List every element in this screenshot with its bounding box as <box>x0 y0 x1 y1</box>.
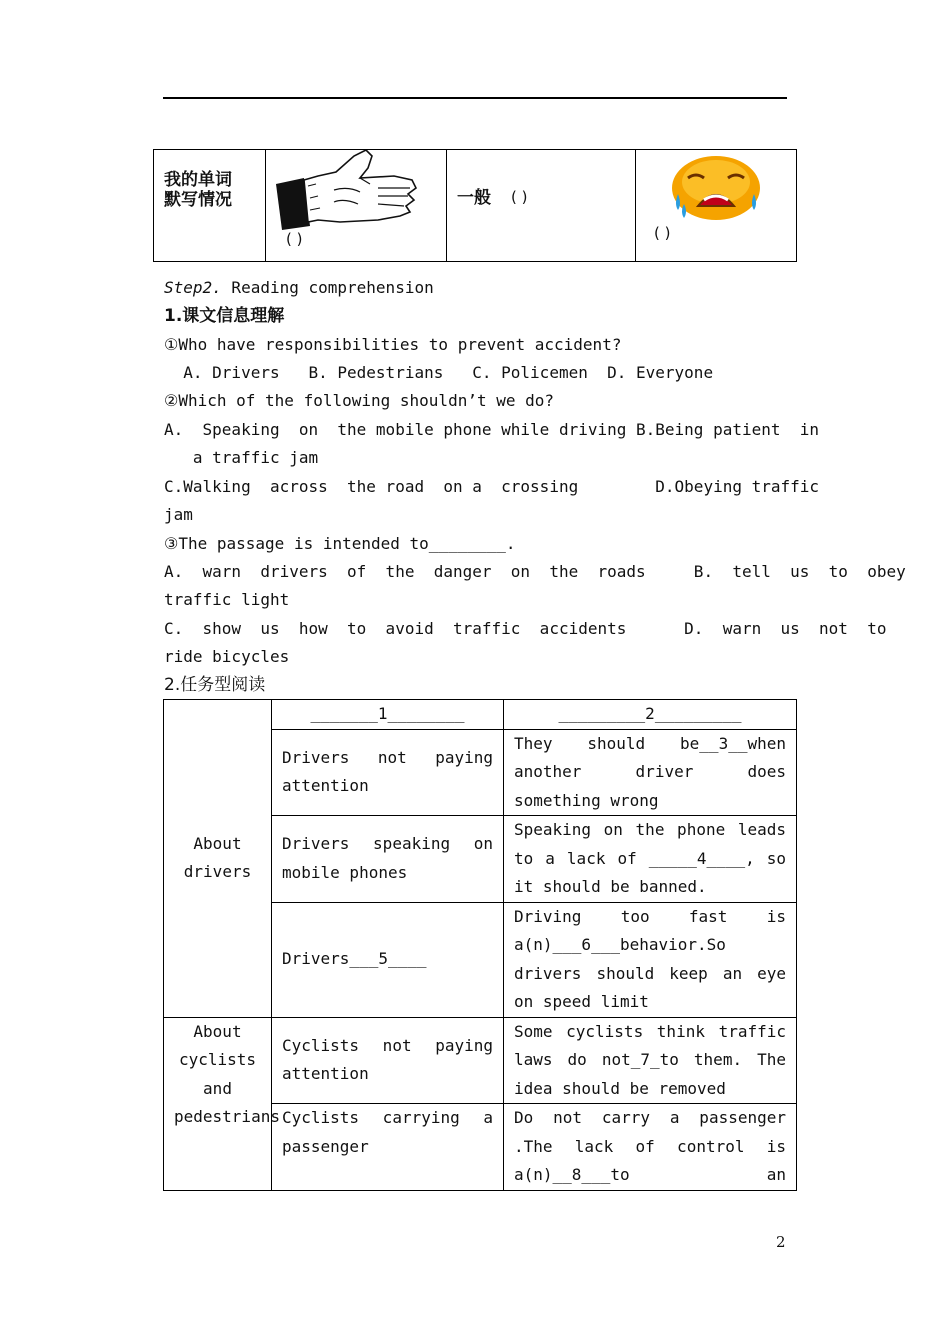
problem-cell: Drivers not paying attention <box>272 729 504 816</box>
header-blank-2: _________2_________ <box>504 700 797 730</box>
problem-cell: Drivers speaking on mobile phones <box>272 816 504 903</box>
vocab-normal-cell <box>447 150 636 262</box>
problem-cell: Cyclists carrying a passenger <box>272 1104 504 1191</box>
section2-title: 2.任务型阅读 <box>164 675 266 695</box>
group-cyclists-label: About cyclists and pedestrians <box>174 1021 280 1126</box>
task-reading-table <box>163 699 797 1191</box>
header-blank-1: _______1________ <box>272 700 504 730</box>
vocab-label-line2: 默写情况 <box>164 190 232 210</box>
q2-line4: jam <box>164 505 193 524</box>
advice-cell: Driving too fast is a(n)___6___behavior.So drivers should keep an eye on speed limit <box>504 902 797 1017</box>
page-number: 2 <box>776 1233 786 1251</box>
step-title: Reading comprehension <box>221 278 434 297</box>
q1-stem: ①Who have responsibilities to prevent accident? <box>164 335 622 354</box>
section1-title: 1.课文信息理解 <box>164 306 285 326</box>
q2-stem: ②Which of the following shouldn’t we do? <box>164 391 555 410</box>
q2-line2: a traffic jam <box>164 448 319 467</box>
advice-cell: Do not carry a passenger .The lack of control is a(n)__8___to an <box>504 1104 797 1191</box>
normal-paren: ( ) <box>511 188 528 206</box>
q1-options: A. Drivers B. Pedestrians C. Policemen D. Everyone <box>164 363 714 382</box>
problem-cell: Drivers___5____ <box>272 902 504 1017</box>
vocab-good-cell <box>266 150 447 262</box>
q3-line2: traffic light <box>164 590 290 609</box>
problem-cell: Cyclists not paying attention <box>272 1017 504 1104</box>
q3-line3: C. show us how to avoid traffic accidents D. warn us not to <box>164 619 887 638</box>
bad-paren: ( ) <box>654 224 671 242</box>
vocab-assessment-table <box>153 149 797 262</box>
advice-cell: They should be__3__when another driver does something wrong <box>504 729 797 816</box>
group-drivers-cell <box>164 700 272 1018</box>
q3-stem: ③The passage is intended to________. <box>164 534 516 553</box>
good-paren: ( ) <box>286 230 303 248</box>
advice-cell: Speaking on the phone leads to a lack of _____4____, so it should be banned. <box>504 816 797 903</box>
header-rule <box>163 97 787 99</box>
vocab-label-line1: 我的单词 <box>164 170 232 190</box>
vocab-bad-cell <box>636 150 797 262</box>
thumbs-up-icon <box>274 150 424 230</box>
group-drivers-label: About drivers <box>183 833 252 882</box>
table-row <box>164 1017 797 1104</box>
q2-line1: A. Speaking on the mobile phone while driving B.Being patient in <box>164 420 820 439</box>
q3-line1: A. warn drivers of the danger on the roads B. tell us to obey <box>164 562 906 581</box>
q2-line3: C.Walking across the road on a crossing D.Obeying traffic <box>164 477 820 496</box>
q3-line4: ride bicycles <box>164 647 290 666</box>
crying-face-icon <box>668 154 764 222</box>
group-cyclists-cell <box>164 1017 280 1190</box>
step-heading <box>164 278 434 298</box>
normal-label: 一般 <box>457 188 491 208</box>
advice-cell: Some cyclists think traffic laws do not_7_to them. The idea should be removed <box>504 1017 797 1104</box>
step-prefix: Step2. <box>164 278 222 297</box>
vocab-label-cell <box>154 150 266 262</box>
